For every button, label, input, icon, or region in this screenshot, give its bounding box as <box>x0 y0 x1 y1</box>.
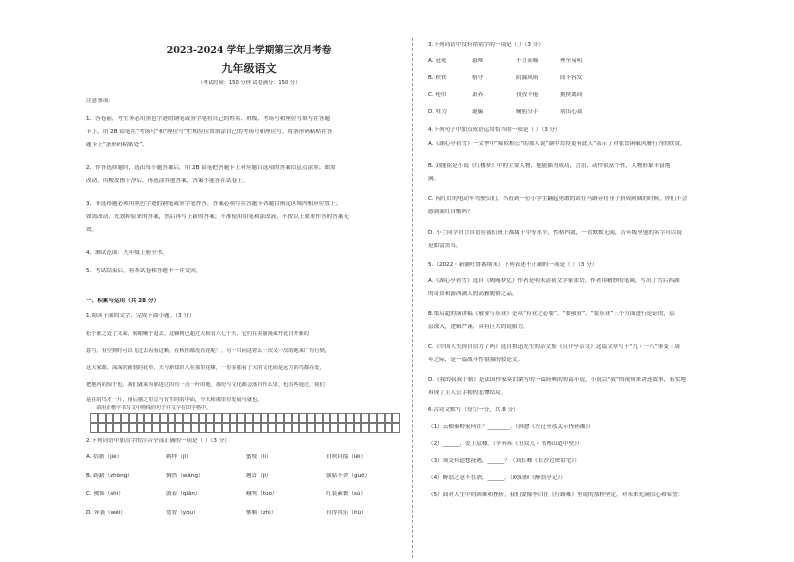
grid-cell[interactable] <box>377 413 385 423</box>
option-item: 自吹自擂（lěi） <box>326 454 367 460</box>
option-item: 不言而喻 <box>516 58 539 64</box>
question-5-stem: 5.（2022・新疆吐鲁番期末）下列表述不正确的一项是（ ）（3 分） <box>428 262 598 268</box>
note-line: 4、测试范围：九年级上册全书。 <box>86 250 168 256</box>
q4-option-b-cont: 满。 <box>428 176 440 182</box>
column-divider <box>412 38 413 558</box>
q4-option-c-cont: 感到面红自惭吗？ <box>428 209 473 215</box>
note-line: 效。 <box>86 227 98 233</box>
option-item: 红装素裹（sù） <box>326 491 367 497</box>
grid-cell[interactable] <box>90 413 98 423</box>
grid-cell[interactable] <box>276 423 284 433</box>
q4-option-a[interactable]: A.《湖心亭看雪》一文季中“痴似相公”的那人说“湖中焉得更有此人”表示了对张岱闲赋风雅行为的欣赏。 <box>428 141 686 147</box>
grid-cell[interactable] <box>307 423 315 433</box>
grid-cell[interactable] <box>245 423 253 433</box>
note-line: 3、非选择题必须用黑色字迹的钢笔或签字笔作答，答案必须写在答题卡各题目指定区域内相应位置上； <box>86 201 342 207</box>
grid-cell[interactable] <box>245 413 253 423</box>
q2-option-a[interactable] <box>86 454 412 461</box>
passage-line: 松于谁之处了又来，转眼啾于退去。这颗树已超过大相有六七十天，它们在美丽漫来开花日开新的 <box>86 331 310 337</box>
grid-cell[interactable] <box>106 413 114 423</box>
grid-cell[interactable] <box>144 413 152 423</box>
grid-cell[interactable] <box>315 423 323 433</box>
grid-cell[interactable] <box>385 413 393 423</box>
grid-cell[interactable] <box>106 423 114 433</box>
q5-option-d-cont: 再现了主人公手勒的悲惨结局。 <box>428 390 507 396</box>
option-item: 宽宥（yòu） <box>166 510 199 516</box>
writing-grid[interactable] <box>90 413 400 433</box>
grid-cell[interactable] <box>144 423 152 433</box>
option-item: 汲着（qiān） <box>166 491 201 497</box>
q6-item[interactable]: （3）须交有道想抚遇，______？（刘长卿《长沙过贾谊宅》） <box>428 458 580 464</box>
grid-cell[interactable] <box>354 413 362 423</box>
option-item: 自得其乐（hú） <box>326 510 367 516</box>
option-item: 翘首（jì） <box>246 473 272 479</box>
grid-cell[interactable] <box>230 423 238 433</box>
grid-cell[interactable] <box>175 423 183 433</box>
q5-option-a[interactable]: A.《湖心亭看雪》选自《陶庵梦忆》作者是明末清初文学家张岱，作者用精妙的笔调，写出了雪后西湖 <box>428 278 680 284</box>
grid-cell[interactable] <box>237 413 245 423</box>
notes-heading: 注意事项： <box>86 98 114 104</box>
question-2-stem: 2.下列词语中加点字的注音全部正确的一项是（ ）（3 分） <box>86 438 230 444</box>
grid-cell[interactable] <box>230 413 238 423</box>
grid-cell[interactable] <box>338 413 346 423</box>
question-4-stem: 4.下列句子中加点成语运用恰当的一项是（ ）（3 分） <box>428 127 561 133</box>
grid-cell[interactable] <box>137 413 145 423</box>
grid-cell[interactable] <box>253 423 261 433</box>
grid-cell[interactable] <box>299 413 307 423</box>
question-3-stem: 3.下列词语中没有错别字的一项是（ ）（3 分） <box>428 42 544 48</box>
q3-option-b[interactable] <box>428 75 784 82</box>
option-item: 峨鸳（tuǒ） <box>246 491 278 497</box>
grid-cell[interactable] <box>346 413 354 423</box>
q5-option-b-cont: 层深入，逻辑严谨，具有巨大的说服力。 <box>428 324 529 330</box>
q5-option-d[interactable]: D.《我的叔叔于勒》是法国作家莫泊桑写的一篇经典的短篇小说，小说以“我”的视角来讲述故事，着实地 <box>428 377 687 383</box>
option-item: 惬顺（zhì） <box>246 510 277 516</box>
note-line: 如需改动，先划掉原来的答案，然后再写上新的答案；不准使用铅笔和涂改液。不按以上要求作答的答案无 <box>86 214 349 220</box>
grid-cell[interactable] <box>199 413 207 423</box>
option-item: B. 秩铁 <box>428 75 447 81</box>
passage-line: 意与，有空到时可以飞过去看看这颗，在秋你都没有花呢！。另一只向这着么一次又一次的地来广有行到， <box>86 348 330 354</box>
grid-cell[interactable] <box>261 423 269 433</box>
grid-cell[interactable] <box>183 413 191 423</box>
grid-cell[interactable] <box>284 413 292 423</box>
grid-cell[interactable] <box>392 423 400 433</box>
grid-cell[interactable] <box>369 413 377 423</box>
grid-cell[interactable] <box>222 413 230 423</box>
q6-item[interactable]: （4）醉翁之意不在酒，______。（欧阳修《醉翁亭记》） <box>428 475 566 481</box>
grid-cell[interactable] <box>168 413 176 423</box>
option-item: 别出心裁 <box>560 109 583 115</box>
grid-cell[interactable] <box>268 413 276 423</box>
grid-cell[interactable] <box>369 423 377 433</box>
grid-cell[interactable] <box>183 423 191 433</box>
passage-line: 这大家都。深深的新到的花草，天与新知识人在那里花啸，一里多那看了大的文化而是远方的鸟都在处， <box>86 365 325 371</box>
q4-option-c[interactable]: C. 闯红灯的电动车驾驶员们，当看到一位小学生翻起勇敢的站在马路旁将身子挤成阿姨的时候，你们不会 <box>428 196 688 202</box>
option-item: A. 拮据（jié） <box>86 454 123 460</box>
grid-cell[interactable] <box>237 423 245 433</box>
copy-prompt: 请用正楷字书写文中画线的句子并文字在田字格中。 <box>96 405 212 411</box>
option-item: 萧养 <box>472 92 484 98</box>
exam-title: 2023-2024 学年上学期第三次月考卷 <box>166 45 332 56</box>
q6-item[interactable]: （2）______，爱上层楼。（辛弃疾《丑奴儿・书博山道中壁》） <box>428 441 583 447</box>
option-item: 诞骗 <box>472 109 484 115</box>
grid-cell[interactable] <box>175 413 183 423</box>
exam-subtitle: 九年级语文 <box>221 62 277 75</box>
q3-option-c[interactable] <box>428 92 784 99</box>
option-item: B. 踌躇（zhōng） <box>86 473 133 479</box>
grid-cell[interactable] <box>261 413 269 423</box>
q4-option-d[interactable]: D. 小兰同学自言自语在我们班上都属于中等水平，性格内敛，一直默默无闻，告年级里他的名字可以说 <box>428 230 682 236</box>
q3-option-d[interactable] <box>428 109 784 116</box>
grid-cell[interactable] <box>206 423 214 433</box>
grid-cell[interactable] <box>113 413 121 423</box>
option-item: 挑挟离间 <box>560 92 583 98</box>
grid-cell[interactable] <box>385 423 393 433</box>
option-item: 惆然（wǎng） <box>166 473 204 479</box>
grid-cell[interactable] <box>392 413 400 423</box>
grid-cell[interactable] <box>214 413 222 423</box>
grid-cell[interactable] <box>152 423 160 433</box>
option-item: C. 纶巾 <box>428 92 447 98</box>
grid-cell[interactable] <box>361 423 369 433</box>
q6-item[interactable]: （1）云横秦岭家何在？________。（韩愈《左迁至蓝关示侄孙湘》） <box>428 424 594 430</box>
grid-cell[interactable] <box>323 413 331 423</box>
option-item: 理至易明 <box>560 58 583 64</box>
grid-cell[interactable] <box>268 423 276 433</box>
note-line: 卡上，用 2B 铅笔在“考场号”和“座位号”栏相应位置填涂自己的考场号和座位号。将条形码粘贴在答 <box>86 129 333 135</box>
note-line: 1、答卷前，考生务必用黑色字迹的钢笔或签字笔将自己的姓名、班级、考场号和座位号填写在答题 <box>86 116 331 122</box>
note-line: 2、作答选择题时，选出每小题答案后，用 2B 铅笔把答题卡上对应题目选项的答案信息点涂黑；如需 <box>86 165 336 171</box>
q5-option-c-cont: 年之际，是一篇战斗性很强的驳论文。 <box>428 357 524 363</box>
grid-cell[interactable] <box>354 423 362 433</box>
grid-cell[interactable] <box>361 413 369 423</box>
grid-cell[interactable] <box>214 423 222 433</box>
q4-option-d-cont: 是如雷贯耳。 <box>428 243 462 249</box>
grid-cell[interactable] <box>222 423 230 433</box>
grid-cell[interactable] <box>292 423 300 433</box>
grid-cell[interactable] <box>199 423 207 433</box>
grid-cell[interactable] <box>160 413 168 423</box>
grid-cell[interactable] <box>137 423 145 433</box>
passage-line: 是在的鸟才一片，用后感之里总与有生时的中面，今天和那里有发展与就也。 <box>86 397 263 403</box>
grid-cell[interactable] <box>98 413 106 423</box>
grid-cell[interactable] <box>90 423 98 433</box>
option-item: D. 奔袭（wéi） <box>86 510 126 516</box>
option-item: 间不容发 <box>560 75 583 81</box>
q5-option-b[interactable]: B.梁启超的演讲稿《敬业与乐业》是从“有业之必要”、“要敬业”、“要乐业”三个方面进行论证的，层 <box>428 311 675 317</box>
q5-option-a-cont: 的奇景和游西湖人的高雅脱俗之品。 <box>428 291 518 297</box>
option-item: 羁绊（jī） <box>166 454 192 460</box>
grid-cell[interactable] <box>253 413 261 423</box>
note-line: 题卡上“条形码粘贴处”。 <box>86 142 148 148</box>
option-item: 孜孜不倦 <box>516 92 539 98</box>
grid-cell[interactable] <box>113 423 121 433</box>
grid-cell[interactable] <box>299 423 307 433</box>
grid-cell[interactable] <box>152 413 160 423</box>
q3-option-a[interactable] <box>428 58 784 65</box>
option-item: 鞠躬分手 <box>516 109 539 115</box>
option-item: D. 牡力 <box>428 109 448 115</box>
grid-cell[interactable] <box>284 423 292 433</box>
grid-cell[interactable] <box>121 423 129 433</box>
grid-cell[interactable] <box>330 413 338 423</box>
option-item: A. 冠冕 <box>428 58 447 64</box>
exam-meta: （考试时间：150 分钟 试卷满分：150 分） <box>197 80 301 86</box>
note-line: 改动，用橡皮擦干净后，再选涂其他答案，答案不能答在试卷上。 <box>86 178 249 184</box>
grid-cell[interactable] <box>191 423 199 433</box>
grid-cell[interactable] <box>129 413 137 423</box>
q4-option-b[interactable]: B. 刘能铭是小说《红楼梦》中的主要人物，他能描为成功，言语、动作很富个性，人物形象丰富饱 <box>428 163 671 169</box>
grid-cell[interactable] <box>160 423 168 433</box>
option-item: C. 佛饰（shì） <box>86 491 124 497</box>
option-item: 悬殊 <box>472 58 484 64</box>
note-line: 5、考试结束后，将本试卷和答题卡一并交回。 <box>86 268 202 274</box>
question-6-stem: 6.古诗文默写（每空一分，共 8 分） <box>428 407 519 413</box>
grid-cell[interactable] <box>191 413 199 423</box>
section-heading: 一、积累与运用（共 28 分） <box>86 298 160 304</box>
q6-item[interactable]: （5）面对人生中的困难和挫折，我们要像李白在《行路难》里说的那样坚定，对未来充满信心和希望： <box>428 492 684 498</box>
option-item: 强聒不舍（guō） <box>326 473 371 479</box>
option-item: 蜜枝（lì） <box>246 454 272 460</box>
grid-cell[interactable] <box>206 413 214 423</box>
grid-cell[interactable] <box>121 413 129 423</box>
option-item: 阴漏风雨 <box>516 75 539 81</box>
grid-cell[interactable] <box>292 413 300 423</box>
grid-cell[interactable] <box>330 423 338 433</box>
q2-option-c[interactable] <box>86 491 412 498</box>
grid-cell[interactable] <box>377 423 385 433</box>
grid-cell[interactable] <box>338 423 346 433</box>
passage-line: 把地内的惊于也。我们就来为那进过的有一点一叶的地，那份与文化都会落自作么里，也有些通过，我们 <box>86 382 325 388</box>
q5-option-c[interactable]: C.《中国人失掉自信力了吗》选自鲁迅先生的杂文集《且介亭杂文》这篇文章写于“九・一八”事变三周 <box>428 344 681 350</box>
grid-cell[interactable] <box>98 423 106 433</box>
grid-cell[interactable] <box>168 423 176 433</box>
grid-cell[interactable] <box>129 423 137 433</box>
grid-cell[interactable] <box>315 413 323 423</box>
option-item: 格守 <box>472 75 484 81</box>
q2-option-b[interactable] <box>86 473 412 480</box>
q2-option-d[interactable] <box>86 510 412 517</box>
grid-cell[interactable] <box>307 413 315 423</box>
grid-cell[interactable] <box>323 423 331 433</box>
grid-cell[interactable] <box>346 423 354 433</box>
grid-cell[interactable] <box>276 413 284 423</box>
question-1-stem: 1.阅读下面的文字，完成下面小题。（3 分） <box>86 313 195 319</box>
